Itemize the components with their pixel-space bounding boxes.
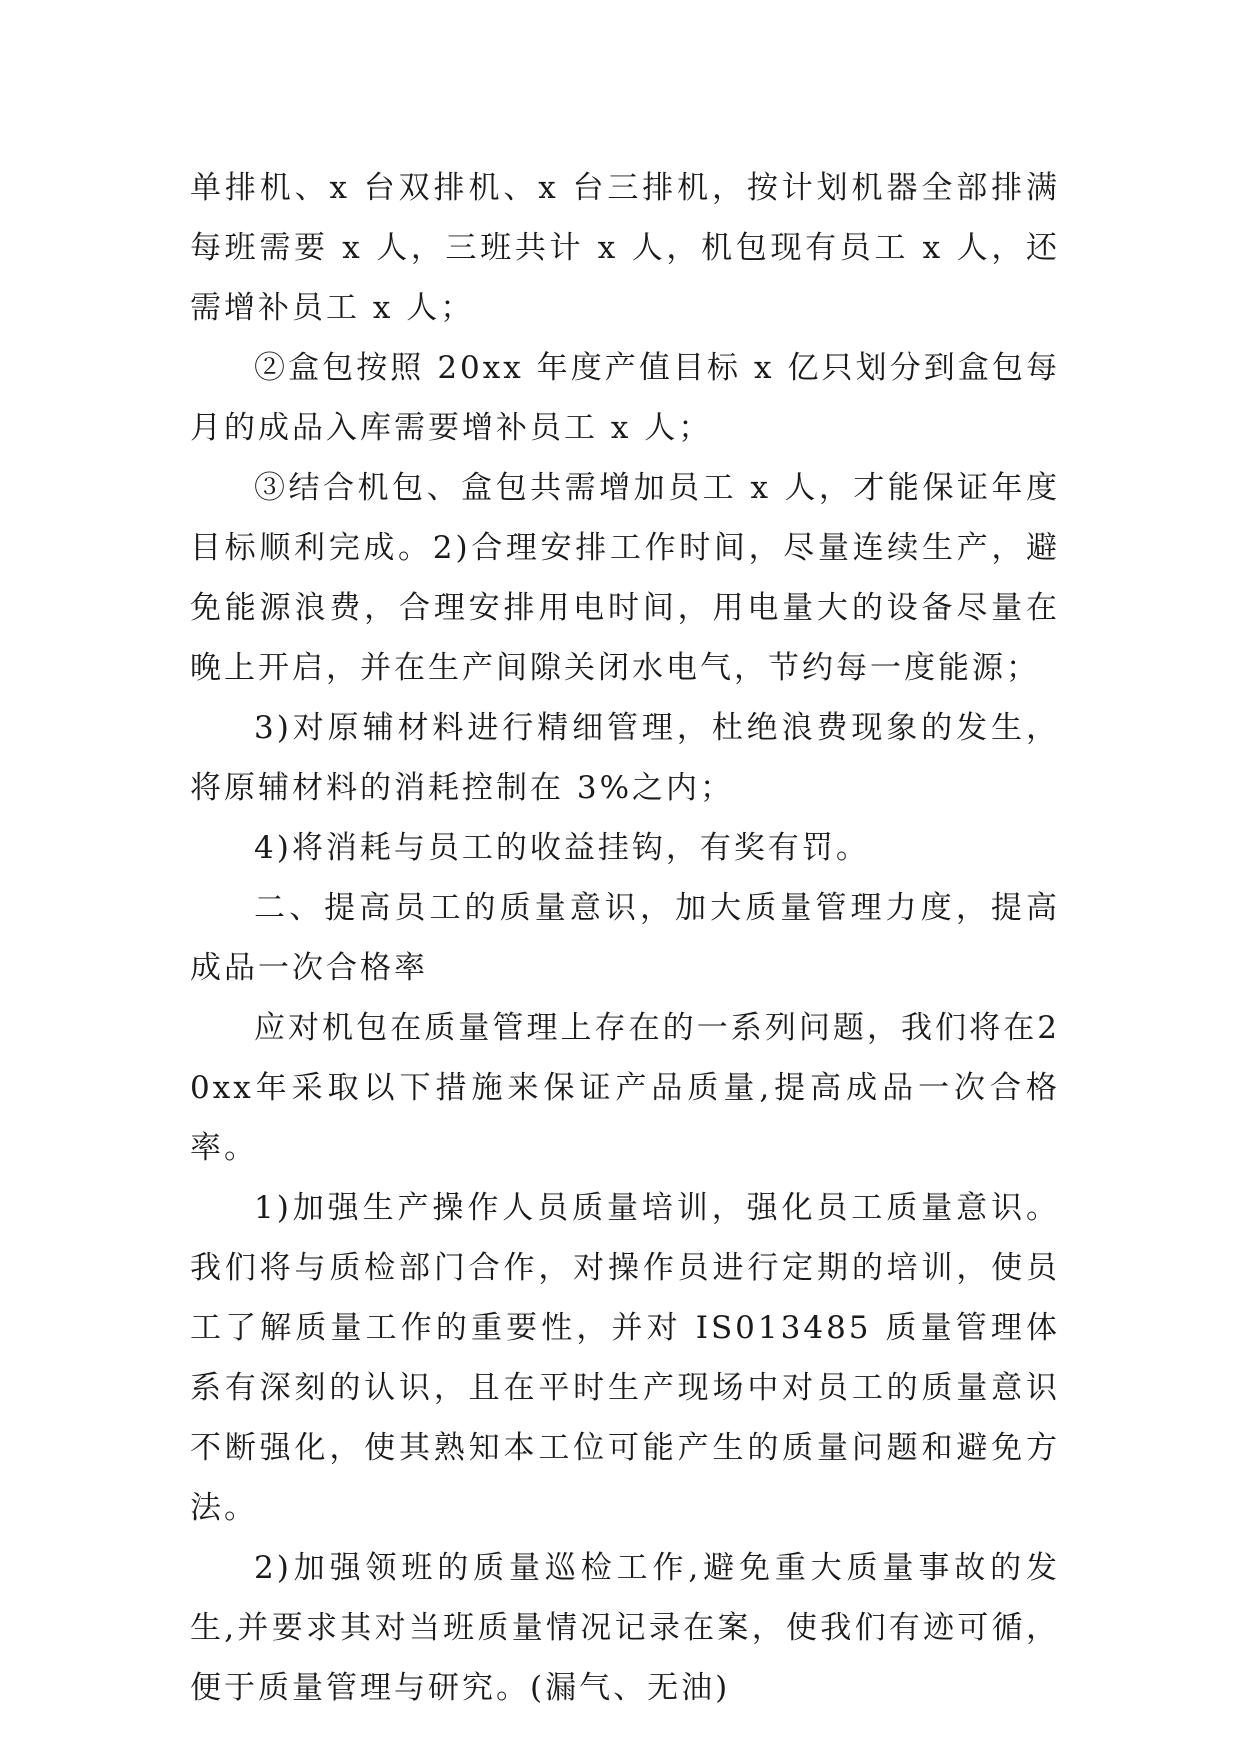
paragraph-quality-inspection: 2)加强领班的质量巡检工作,避免重大质量事故的发生,并要求其对当班质量情况记录在案，使我们有迹可循，便于质量管理与研究。(漏气、无油) bbox=[190, 1550, 1060, 1706]
paragraph-quality-training: 1)加强生产操作人员质量培训，强化员工质量意识。我们将与质检部门合作，对操作员进行定期的培训，使员工了解质量工作的重要性，并对 IS013485 质量管理体系有深刻的认识，且在平时生产现场中对员工的质量意识不断强化，使其熟知本工位可能产生的质量问题和避免方法。 bbox=[190, 1190, 1060, 1526]
paragraph-box-pack-staffing: ②盒包按照 20xx 年度产值目标 x 亿只划分到盒包每月的成品入库需要增补员工 x 人； bbox=[190, 350, 1060, 446]
section-heading-quality: 二、提高员工的质量意识，加大质量管理力度，提高成品一次合格率 bbox=[190, 890, 1060, 986]
paragraph-staffing-machines: 单排机、x 台双排机、x 台三排机，按计划机器全部排满每班需要 x 人，三班共计 x 人，机包现有员工 x 人，还需增补员工 x 人； bbox=[190, 170, 1060, 326]
paragraph-consumption-incentive: 4)将消耗与员工的收益挂钩，有奖有罚。 bbox=[254, 830, 870, 866]
paragraph-total-staffing-and-scheduling: ③结合机包、盒包共需增加员工 x 人，才能保证年度目标顺利完成。2)合理安排工作时间，尽量连续生产，避免能源浪费，合理安排用电时间，用电量大的设备尽量在晚上开启，并在生产间隙关闭水电气，节约每一度能源； bbox=[190, 470, 1060, 686]
paragraph-quality-intro: 应对机包在质量管理上存在的一系列问题，我们将在20xx年采取以下措施来保证产品质量,提高成品一次合格率。 bbox=[190, 1010, 1060, 1166]
paragraph-material-management: 3)对原辅材料进行精细管理，杜绝浪费现象的发生，将原辅材料的消耗控制在 3%之内； bbox=[190, 710, 1060, 806]
document-body bbox=[190, 158, 1060, 1718]
